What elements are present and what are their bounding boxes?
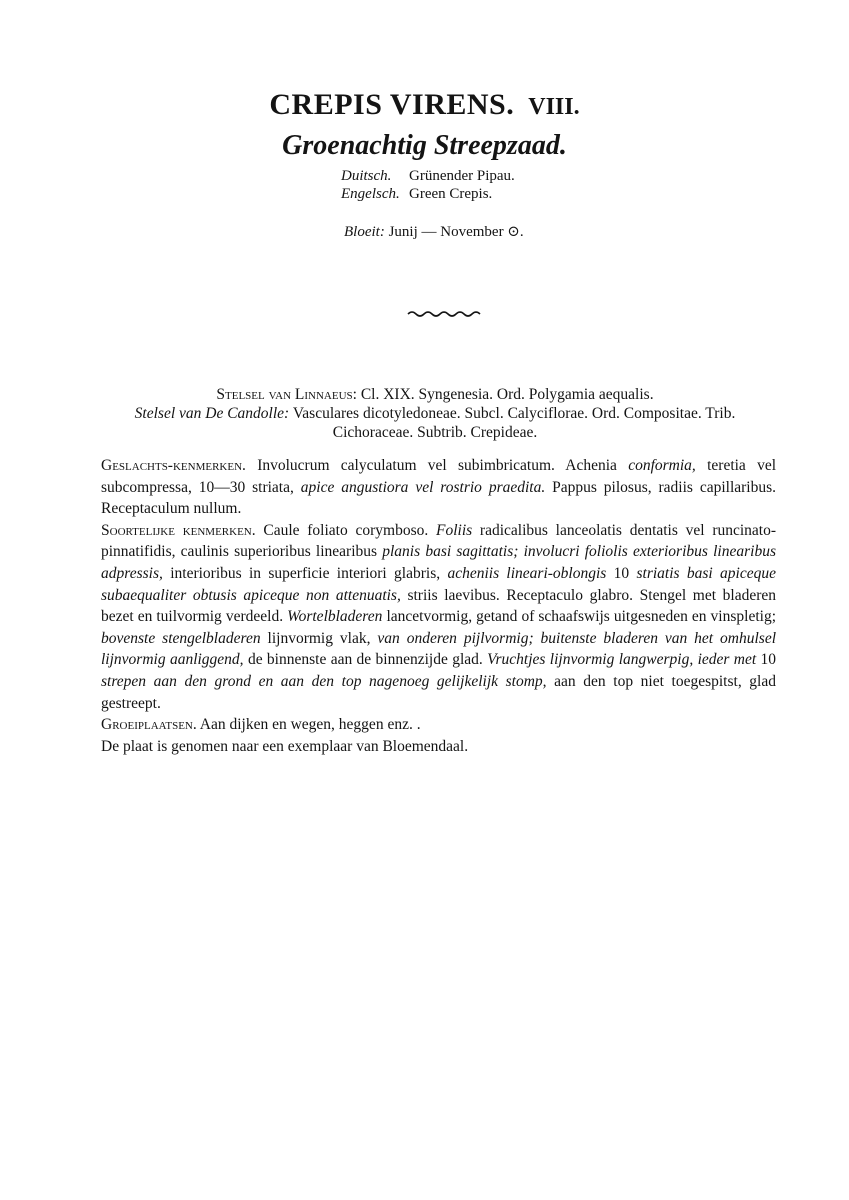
species-text: 10 xyxy=(760,651,777,669)
candolle-label: Stelsel van De Candolle: xyxy=(134,405,290,422)
species-text: de binnenste aan de binnenzijde glad. xyxy=(247,651,483,669)
habitat-text: Aan dijken en wegen, heggen enz. . xyxy=(199,716,421,734)
common-name-german xyxy=(341,167,515,185)
dutch-name: Groenachtig Streepzaad. xyxy=(282,130,567,161)
wave-ornament-icon xyxy=(406,306,482,322)
volume-number: VIII. xyxy=(528,94,580,120)
description-body xyxy=(101,455,776,757)
species-text: lancetvormig, getand of schaafswijs uitgesneden en vinspletig; xyxy=(386,608,777,626)
species-text-italic: striatis basi apiceque subaequaliter obtusis apiceque non attenuatis, xyxy=(101,564,776,604)
genus-heading: Geslachts-kenmerken. xyxy=(101,457,246,474)
species-text: striis laevibus. Receptaculo glabro. Stengel met bladeren bezet en tuilvormig verdeeld. xyxy=(101,586,776,626)
species-text-italic: van onderen pijlvormig; buitenste bladeren van het omhulsel lijnvormig aanliggend, xyxy=(101,629,777,669)
species-text: radicalibus lanceolatis dentatis vel runcinato-pinnatifidis, caulinis superioribus linearibus xyxy=(101,521,777,561)
language-label: Duitsch. xyxy=(341,168,392,184)
genus-text-italic: apice angustiora vel rostrio praedita. xyxy=(300,478,546,496)
common-names xyxy=(341,167,515,203)
species-text-italic: strepen aan den grond en aan den top nagenoeg gelijkelijk stomp, xyxy=(101,672,547,690)
species-text: 10 xyxy=(613,564,630,582)
genus-text: Pappus pilosus, radiis capillaribus. Receptaculum nullum. xyxy=(101,478,777,518)
species-text-italic: Foliis xyxy=(436,521,473,539)
species-text: aan den top niet toegespitst, glad gestreept. xyxy=(101,672,776,712)
bloom-label: Bloeit: xyxy=(344,224,385,240)
bloom-period xyxy=(344,222,524,241)
species-text: lijnvormig vlak, xyxy=(267,629,371,647)
plate-note: De plaat is genomen naar een exemplaar van Bloemendaal. xyxy=(101,737,469,755)
bloom-value: Junij — November ⊙. xyxy=(388,224,524,240)
species-text: Caule foliato corymboso. xyxy=(263,521,429,539)
habitat-heading: Groeiplaatsen. xyxy=(101,716,197,734)
species-text-italic: Wortelbladeren xyxy=(287,608,383,626)
species-text-italic: planis basi sagittatis; involucri foliolis exterioribus linearibus adpressis, xyxy=(101,543,776,582)
species-heading: Soortelijke kenmerken. xyxy=(101,521,256,539)
habitat xyxy=(101,714,776,736)
species-text: interioribus in superficie interiori glabris, xyxy=(170,564,441,582)
common-name: Grünender Pipau. xyxy=(409,168,515,184)
genus-text: teretia vel subcompressa, 10—30 striata, xyxy=(101,457,777,496)
candolle-system xyxy=(95,404,775,442)
linnaeus-system xyxy=(95,385,775,404)
genus-text-italic: conformia, xyxy=(628,457,696,474)
linnaeus-text: Cl. XIX. Syngenesia. Ord. Polygamia aequalis. xyxy=(360,386,654,403)
candolle-text: Vasculares dicotyledoneae. Subcl. Calyciflorae. Ord. Compositae. Trib. Cichoraceae. Subtrib. Crepideae. xyxy=(292,405,736,441)
linnaeus-label: Stelsel van Linnaeus: xyxy=(216,386,357,403)
common-name: Green Crepis. xyxy=(409,186,493,202)
species-title: CREPIS VIRENS. xyxy=(269,88,515,121)
species-text-italic: Vruchtjes lijnvormig langwerpig, ieder met xyxy=(487,651,757,669)
species-text-italic: bovenste stengelbladeren xyxy=(101,629,261,647)
species-text-italic: acheniis lineari-oblongis xyxy=(447,564,607,582)
title-line xyxy=(0,88,849,122)
classification-systems xyxy=(95,385,775,442)
common-name-english xyxy=(341,185,515,203)
language-label: Engelsch. xyxy=(341,186,400,202)
genus-characteristics xyxy=(101,455,776,520)
species-characteristics xyxy=(101,520,776,714)
genus-text: Involucrum calyculatum vel subimbricatum. Achenia xyxy=(257,457,617,474)
